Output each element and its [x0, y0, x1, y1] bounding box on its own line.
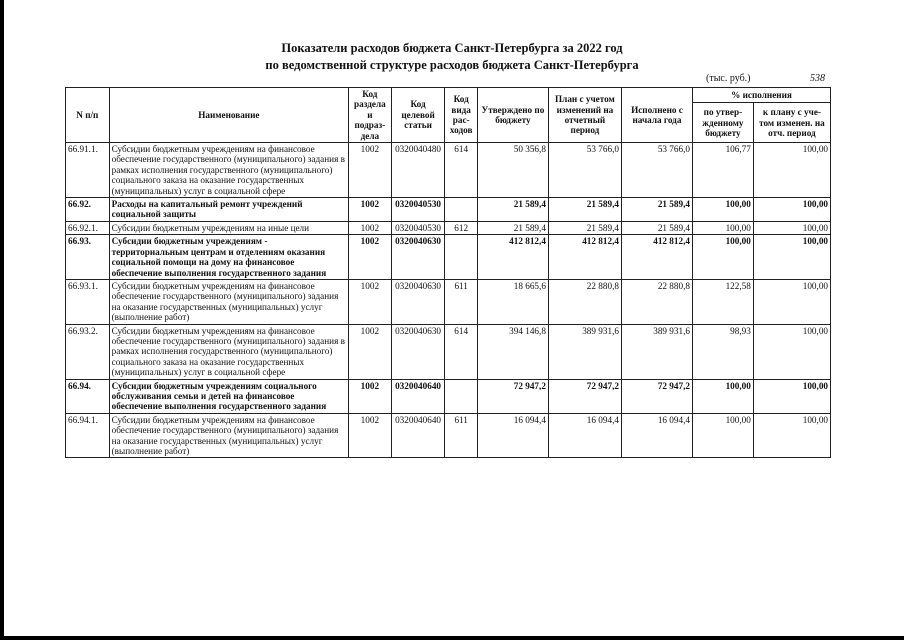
cell-name: Субсидии бюджетным учреждениям на финансовое обеспечение государственного (муниципального) задания в рамках исполнения государственного (муниципального) социального заказа на оказание государственных (муниципальных) услуг в социальной сфере [109, 324, 348, 379]
cell-plan: 21 589,4 [548, 198, 621, 222]
col-header-name: Наименование [109, 88, 348, 143]
cell-section: 1002 [349, 143, 392, 198]
cell-type: 612 [445, 221, 477, 234]
cell-target: 0320040530 [391, 198, 445, 222]
cell-name: Субсидии бюджетным учреждениям на финансовое обеспечение государственного (муниципального) задания на оказание государственных (муниципальных) услуг (выполнение работ) [109, 413, 348, 458]
cell-executed: 389 931,6 [621, 324, 692, 379]
cell-approved: 412 812,4 [477, 235, 548, 280]
table-row [66, 198, 831, 222]
page-number: 538 [810, 73, 825, 84]
report-title-line1: Показатели расходов бюджета Санкт-Петербурга за 2022 год [281, 41, 623, 55]
cell-pct-plan: 100,00 [753, 324, 830, 379]
cell-section: 1002 [349, 279, 392, 324]
cell-pct-plan: 100,00 [753, 143, 830, 198]
cell-target: 0320040630 [391, 324, 445, 379]
scan-edge-left [0, 0, 4, 640]
cell-pct-plan: 100,00 [753, 221, 830, 234]
cell-executed: 412 812,4 [621, 235, 692, 280]
budget-table [65, 87, 831, 458]
table-row [66, 279, 831, 324]
cell-pct-approved: 100,00 [692, 221, 753, 234]
cell-plan: 72 947,2 [548, 379, 621, 413]
cell-section: 1002 [349, 235, 392, 280]
cell-executed: 21 589,4 [621, 198, 692, 222]
cell-plan: 21 589,4 [548, 221, 621, 234]
cell-target: 0320040480 [391, 143, 445, 198]
cell-approved: 394 146,8 [477, 324, 548, 379]
cell-num: 66.91.1. [66, 143, 110, 198]
col-header-pct-approved: по утвер-жденному бюджету [692, 103, 753, 143]
cell-pct-approved: 100,00 [692, 198, 753, 222]
cell-pct-plan: 100,00 [753, 413, 830, 458]
col-header-pct-group: % исполнения [692, 88, 830, 103]
cell-approved: 21 589,4 [477, 198, 548, 222]
col-header-type: Код вида рас-ходов [445, 88, 477, 143]
col-header-target: Код целевой статьи [391, 88, 445, 143]
cell-type: 614 [445, 324, 477, 379]
table-body [66, 143, 831, 458]
col-header-plan: План с учетом изменений на отчетный период [548, 88, 621, 143]
cell-pct-approved: 122,58 [692, 279, 753, 324]
cell-pct-approved: 106,77 [692, 143, 753, 198]
table-header [66, 88, 831, 143]
cell-num: 66.93.1. [66, 279, 110, 324]
table-row [66, 413, 831, 458]
cell-pct-approved: 100,00 [692, 413, 753, 458]
cell-section: 1002 [349, 413, 392, 458]
cell-name: Субсидии бюджетным учреждениям на финансовое обеспечение государственного (муниципального) задания на оказание государственных (муниципальных) услуг (выполнение работ) [109, 279, 348, 324]
col-header-approved: Утверждено по бюджету [477, 88, 548, 143]
cell-pct-approved: 100,00 [692, 379, 753, 413]
cell-num: 66.93.2. [66, 324, 110, 379]
table-row [66, 379, 831, 413]
cell-plan: 53 766,0 [548, 143, 621, 198]
cell-executed: 16 094,4 [621, 413, 692, 458]
cell-pct-approved: 98,93 [692, 324, 753, 379]
col-header-num: N п/п [66, 88, 110, 143]
cell-num: 66.94. [66, 379, 110, 413]
cell-plan: 389 931,6 [548, 324, 621, 379]
cell-target: 0320040630 [391, 235, 445, 280]
cell-approved: 21 589,4 [477, 221, 548, 234]
cell-pct-plan: 100,00 [753, 198, 830, 222]
cell-section: 1002 [349, 324, 392, 379]
cell-executed: 53 766,0 [621, 143, 692, 198]
col-header-section: Код раздела и подраз-дела [349, 88, 392, 143]
cell-name: Субсидии бюджетным учреждениям - территориальным центрам и отделениям оказания социальной помощи на дому на финансовое обеспечение выполнения государственного задания [109, 235, 348, 280]
cell-num: 66.93. [66, 235, 110, 280]
cell-pct-plan: 100,00 [753, 379, 830, 413]
cell-num: 66.92.1. [66, 221, 110, 234]
table-row [66, 324, 831, 379]
report-title-line2: по ведомственной структуре расходов бюджета Санкт-Петербурга [265, 58, 639, 72]
cell-approved: 72 947,2 [477, 379, 548, 413]
table-row [66, 221, 831, 234]
cell-approved: 16 094,4 [477, 413, 548, 458]
cell-name: Расходы на капитальный ремонт учреждений социальной защиты [109, 198, 348, 222]
cell-executed: 72 947,2 [621, 379, 692, 413]
cell-plan: 412 812,4 [548, 235, 621, 280]
col-header-pct-plan: к плану с уче-том изменен. на отч. период [753, 103, 830, 143]
cell-pct-plan: 100,00 [753, 279, 830, 324]
cell-section: 1002 [349, 221, 392, 234]
cell-approved: 50 356,8 [477, 143, 548, 198]
cell-plan: 16 094,4 [548, 413, 621, 458]
cell-type [445, 235, 477, 280]
cell-pct-plan: 100,00 [753, 235, 830, 280]
col-header-executed: Исполнено с начала года [621, 88, 692, 143]
cell-section: 1002 [349, 198, 392, 222]
cell-type [445, 198, 477, 222]
cell-type: 611 [445, 413, 477, 458]
cell-executed: 22 880,8 [621, 279, 692, 324]
scan-edge-bottom [0, 636, 904, 640]
cell-target: 0320040640 [391, 379, 445, 413]
cell-num: 66.92. [66, 198, 110, 222]
cell-target: 0320040630 [391, 279, 445, 324]
cell-name: Субсидии бюджетным учреждениям социального обслуживания семьи и детей на финансовое обеспечение выполнения государственного задания [109, 379, 348, 413]
cell-num: 66.94.1. [66, 413, 110, 458]
cell-type: 611 [445, 279, 477, 324]
cell-executed: 21 589,4 [621, 221, 692, 234]
cell-type [445, 379, 477, 413]
cell-approved: 18 665,6 [477, 279, 548, 324]
cell-section: 1002 [349, 379, 392, 413]
cell-pct-approved: 100,00 [692, 235, 753, 280]
cell-target: 0320040530 [391, 221, 445, 234]
table-row [66, 143, 831, 198]
cell-name: Субсидии бюджетным учреждениям на иные цели [109, 221, 348, 234]
cell-plan: 22 880,8 [548, 279, 621, 324]
cell-target: 0320040640 [391, 413, 445, 458]
units-label: (тыс. руб.) [706, 73, 751, 84]
cell-type: 614 [445, 143, 477, 198]
cell-name: Субсидии бюджетным учреждениям на финансовое обеспечение государственного (муниципального) задания в рамках исполнения государственного (муниципального) социального заказа на оказание государственных (муниципальных) услуг в социальной сфере [109, 143, 348, 198]
table-row [66, 235, 831, 280]
